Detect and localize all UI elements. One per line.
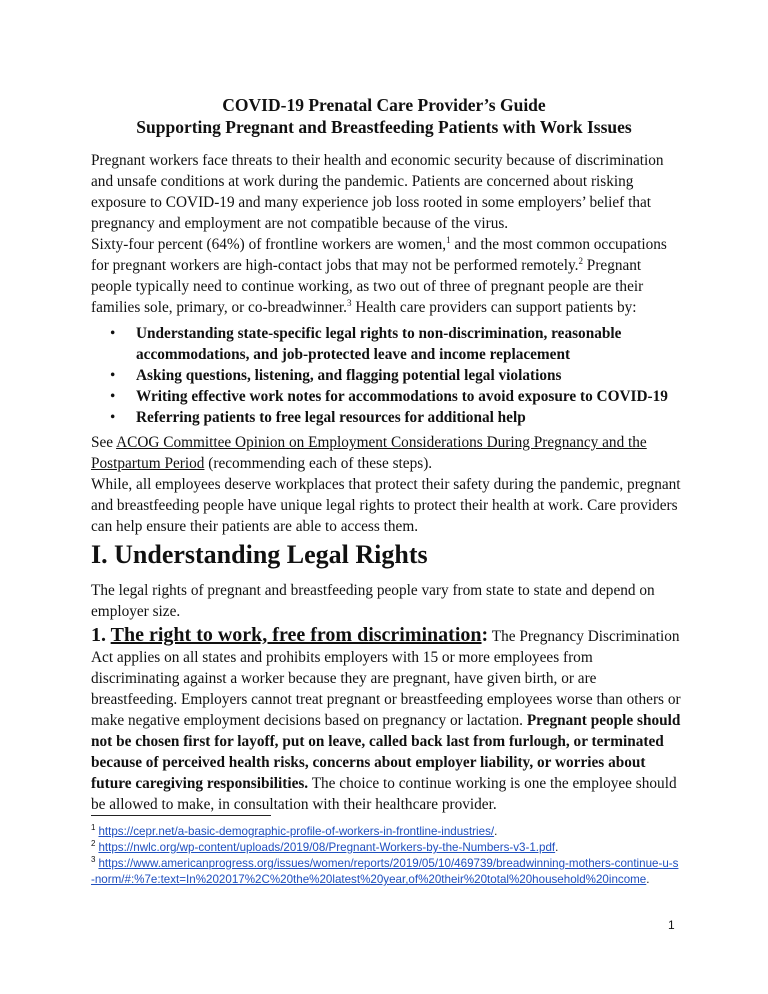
page-number: 1 — [668, 918, 675, 932]
rights-intro-paragraph: While, all employees deserve workplaces that protect their safety during the pandemic, pregnant and breastfeeding people have unique legal rights to protect their health at work. Care providers can help ensure their patients are able to access them. — [91, 476, 681, 535]
footnote-3: $^3$ https://www.americanprogress.org/issues/women/reports/2019/05/10/469739/breadwinning-mothers-continue-u-s-norm/#:%7e:text=In%202017%2C%20the%20latest%20year,of%20their%20total%20household%20income. — [91, 855, 679, 886]
footnote-2-link[interactable]: https://nwlc.org/wp-content/uploads/2019/08/Pregnant-Workers-by-the-Numbers-v3-1.pdf — [98, 841, 556, 854]
footnote-2: $^2$ https://nwlc.org/wp-content/uploads/2019/08/Pregnant-Workers-by-the-Numbers-v3-1.pdf. — [91, 839, 559, 854]
subsection-title: The right to work, free from discrimination — [110, 624, 482, 646]
legal-rights-paragraph: The legal rights of pregnant and breastfeeding people vary from state to state and depend on employer size. — [91, 582, 655, 620]
intro-paragraph: Pregnant workers face threats to their health and economic security because of discrimination and unsafe conditions at work during the pandemic. Patients are concerned about risking exposure to COVID-19 and many experience job loss rooted in some employers’ belief that pregnancy and employment are not compatible because of the virus. — [91, 152, 664, 232]
list-item: • Writing effective work notes for accommodations to avoid exposure to COVID-19 — [136, 386, 696, 407]
footnote-ref-3[interactable]: 3 — [347, 297, 352, 308]
right-to-work-paragraph: 1. The right to work, free from discrimination: The Pregnancy Discrimination Act applies on all states and prohibits employers with 15 or more employees from discriminating against a worker because they are pregnant, have given birth, or are breastfeeding. Employers cannot treat pregnant or breastfeeding employees worse than others or make negative employment decisions based on pregnancy or lactation. Pregnant people should not be chosen first for layoff, put on leave, called back last from furlough, or terminated because of perceived health risks, concerns about employer liability, or worries about future caregiving responsibilities. The choice to continue working is one the employee should be allowed to make, in consultation with their healthcare provider. — [91, 624, 681, 813]
section-heading: I. Understanding Legal Rights — [91, 540, 428, 569]
support-steps-list — [110, 323, 696, 428]
footnote-ref-1[interactable]: 1 — [446, 234, 451, 245]
list-item: • Asking questions, listening, and flagging potential legal violations — [136, 365, 696, 386]
list-item: • Referring patients to free legal resources for additional help — [136, 407, 696, 428]
document-title: COVID-19 Prenatal Care Provider’s Guide — [222, 95, 546, 115]
list-item: • Understanding state-specific legal rights to non-discrimination, reasonable accommodations, and job-protected leave and income replacement — [136, 323, 696, 365]
statistics-paragraph: Sixty-four percent (64%) of frontline workers are women,$^1$ and the most common occupations for pregnant workers are high-contact jobs that may not be performed remotely.$^2$ Pregnant people typically need to continue working, as two out of three of pregnant people are their families sole, primary, or co-breadwinner.$^3$ Health care providers can support patients by: — [91, 234, 667, 316]
footnote-3-link[interactable]: https://www.americanprogress.org/issues/women/reports/2019/05/10/469739/breadwinning-mothers-continue-u-s-norm/#:%7e:text=In%202017%2C%20the%20latest%20year,of%20their%20total%20household%20income — [91, 857, 679, 886]
footnote-1-link[interactable]: https://cepr.net/a-basic-demographic-profile-of-workers-in-frontline-industries/ — [98, 825, 495, 838]
footnote-ref-2[interactable]: 2 — [578, 255, 583, 266]
footnote-1: $^1$ https://cepr.net/a-basic-demographic-profile-of-workers-in-frontline-industries/. — [91, 823, 498, 838]
footnote-divider — [91, 815, 271, 816]
layoff-protection-text: Pregnant people should not be chosen first for layoff, put on leave, called back last from furlough, or terminated because of perceived health risks, concerns about employer liability, or worries about future caregiving responsibilities. — [91, 712, 681, 792]
acog-opinion-link[interactable]: ACOG Committee Opinion on Employment Considerations During Pregnancy and the Postpartum Period — [91, 434, 647, 472]
acog-reference-paragraph: See ACOG Committee Opinion on Employment Considerations During Pregnancy and the Postpartum Period (recommending each of these steps). — [91, 434, 647, 472]
subsection-number: 1. — [91, 624, 111, 646]
document-subtitle: Supporting Pregnant and Breastfeeding Patients with Work Issues — [136, 117, 632, 137]
